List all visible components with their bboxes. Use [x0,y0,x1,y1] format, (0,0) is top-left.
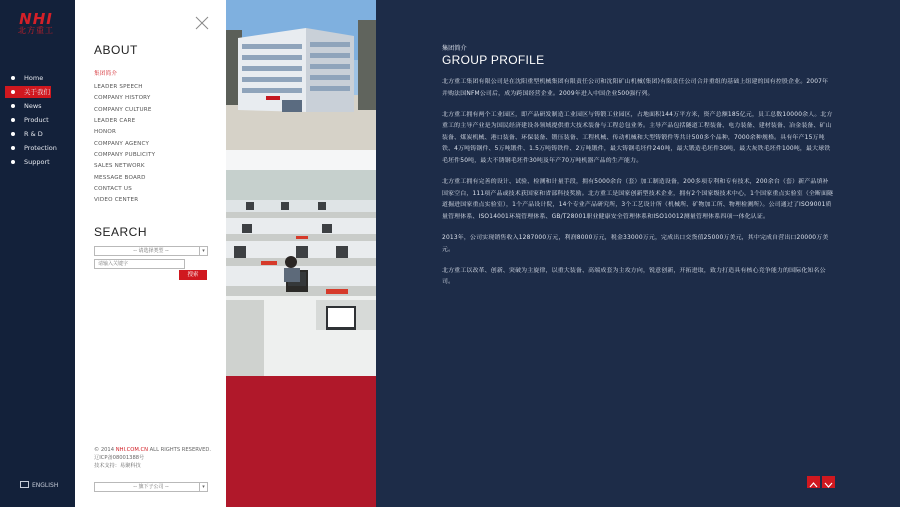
tech-support-link[interactable]: 易聚科技 [119,463,141,469]
about-link-video-center[interactable]: VIDEO CENTER [94,197,139,203]
nav-item-support[interactable] [0,156,75,168]
chat-bubble-icon [20,481,29,488]
nav-item-rnd[interactable] [0,128,75,140]
bullet-icon [11,146,15,150]
bullet-icon [11,118,15,122]
about-link-company-culture[interactable]: COMPANY CULTURE [94,106,152,113]
nav-item-label: Support [24,158,50,166]
subsidiary-select[interactable] [94,482,208,492]
photo-column [226,0,376,507]
search-input[interactable]: 请输入关键字 [94,259,185,269]
profile-paragraph: 2013年，公司实现销售收入1287000万元，利润8000万元，税金33000万元，完成出口交货值25000万美元，其中完成自营出口20000万美元。 [442,235,829,253]
about-title: ABOUT [94,43,138,57]
bullet-icon [11,90,15,94]
logo-chinese-name: 北方重工 [18,26,54,35]
brand-logo[interactable] [8,12,64,36]
tech-support-prefix: 技术支持： [94,463,120,469]
about-link-leader-speech[interactable]: LEADER SPEECH [94,84,143,90]
about-link-company-agency[interactable]: COMPANY AGENCY [94,140,150,147]
language-switch[interactable] [20,481,58,491]
chevron-up-icon [807,479,820,491]
nav-item-protection[interactable] [0,142,75,154]
about-link-sales-network[interactable]: SALES NETWORK [94,163,145,169]
profile-paragraph: 北方重工拥有完善的设计、试验、检测和计量手段，拥有5000余台（套）加工制造设备，200多项专利和专有技术，200余台（套）新产品填补国家空白，111项产品或技术获国家和省部科技奖励。北方重工是国家创新型技术企业，拥有2个国家级技术中心，1个国家重点实验室（全断面隧道掘进国家重点实验室），1个产品设计院，14个专业产品研究所，3个工艺设计所（机械所、矿物加工所、物理检测所）。公司通过了ISO9001质量管理体系、ISO14001环境管理体系、GB/T28001职业健康安全管理体系和ISO10012测量管理体系四项一体化认证。 [442,179,834,220]
profile-paragraph: 北方重工以改革、创新、突破为主旋律，以重大装备、高端成套为主攻方向，锐意创新，开拓进取，致力打造具有核心竞争能力的国际化知名公司。 [442,267,826,286]
bullet-icon [11,132,15,136]
nav-item-home[interactable] [0,72,75,84]
nav-item-product[interactable] [0,114,75,126]
headquarters-building-photo [226,0,376,150]
nav-item-about[interactable] [5,86,51,98]
language-label: ENGLISH [32,482,59,489]
bullet-icon [11,104,15,108]
about-link-company-publicity[interactable]: COMPANY PUBLICITY [94,152,156,158]
footer [94,446,224,470]
subsidiary-value: -- 旗下子公司 -- [133,484,169,490]
about-link-contact-us[interactable]: CONTACT US [94,186,132,192]
copyright [94,446,224,454]
about-link-leader-care[interactable]: LEADER CARE [94,118,136,124]
chevron-down-icon: ▾ [199,483,207,491]
scroll-down-button[interactable] [822,476,835,488]
copyright-prefix: © 2014 [94,447,116,453]
search-button[interactable]: 搜索 [179,270,207,280]
nav-item-label: News [24,102,42,110]
about-link-message-board[interactable]: MESSAGE BOARD [94,174,146,181]
logo-mark: NHI [19,10,53,28]
about-panel [75,0,226,507]
scroll-up-button[interactable] [807,476,820,488]
icp-number: 辽ICP备08001388号 [94,455,145,461]
chevron-down-icon: ▾ [199,247,207,255]
page-title: GROUP PROFILE [442,53,545,67]
search-type-value: -- 请选择类型 -- [133,248,169,254]
copyright-suffix: ALL RIGHTS RESERVED. [147,447,212,453]
nav-item-label: Product [24,116,49,124]
about-link-group-profile[interactable]: 集团简介 [94,71,118,77]
about-link-honor[interactable]: HONOR [94,129,117,135]
profile-paragraph: 北方重工集团有限公司是在沈阳重型机械集团有限责任公司和沈阳矿山机械(集团)有限责任公司合并重组的基础上组建的国有控股企业。2007年并购法国NFM公司后，成为跨国经营企业。2009年进入中国企业500强行列。 [442,79,829,97]
nav-item-label: Home [24,74,44,82]
close-icon[interactable] [195,16,209,30]
about-link-company-history[interactable]: COMPANY HISTORY [94,95,151,101]
search-type-select[interactable] [94,246,208,256]
search-title: SEARCH [94,225,148,239]
nav-item-label: 关于我们 [24,88,50,96]
chevron-down-icon [822,479,835,491]
nav-item-label: R & D [24,130,43,138]
bullet-icon [11,76,15,80]
main-sidebar [0,0,75,507]
nav-item-label: Protection [24,144,57,152]
profile-paragraph: 北方重工拥有两个工业园区，即产品研发制造工业园区与铸锻工业园区，占地面积144万平方米，资产总额185亿元，员工总数10000余人。北方重工的主导产业是为国民经济建设各领域提供重大技术装备与工程总包业务。主导产品包括隧道工程装备、电力装备、建材装备、冶金装备、矿山装备、煤炭机械、港口装备、环保装备、锻压装备、工程机械、传动机械和大型铸锻件等共计500多个品种，7000余种规格。具有年产15万吨铁、4万吨铸钢件、5万吨锻件、1.5万吨铸铁件、2万吨锻件，最大铸钢毛坯件240吨，最大锻造毛坯件30吨，最大灰铁毛坯件100吨，最大球铁毛坯件50吨，最大不锈钢毛坯件30吨及年产70万吨机器产品的生产能力。 [442,111,833,165]
main-content [442,44,834,298]
nav-item-news[interactable] [0,100,75,112]
bullet-icon [11,160,15,164]
site-link[interactable]: NHI.COM.CN [115,447,148,453]
section-subtitle: 集团简介 [442,45,467,52]
office-interior-photo [226,150,376,376]
tech-support [94,462,224,470]
